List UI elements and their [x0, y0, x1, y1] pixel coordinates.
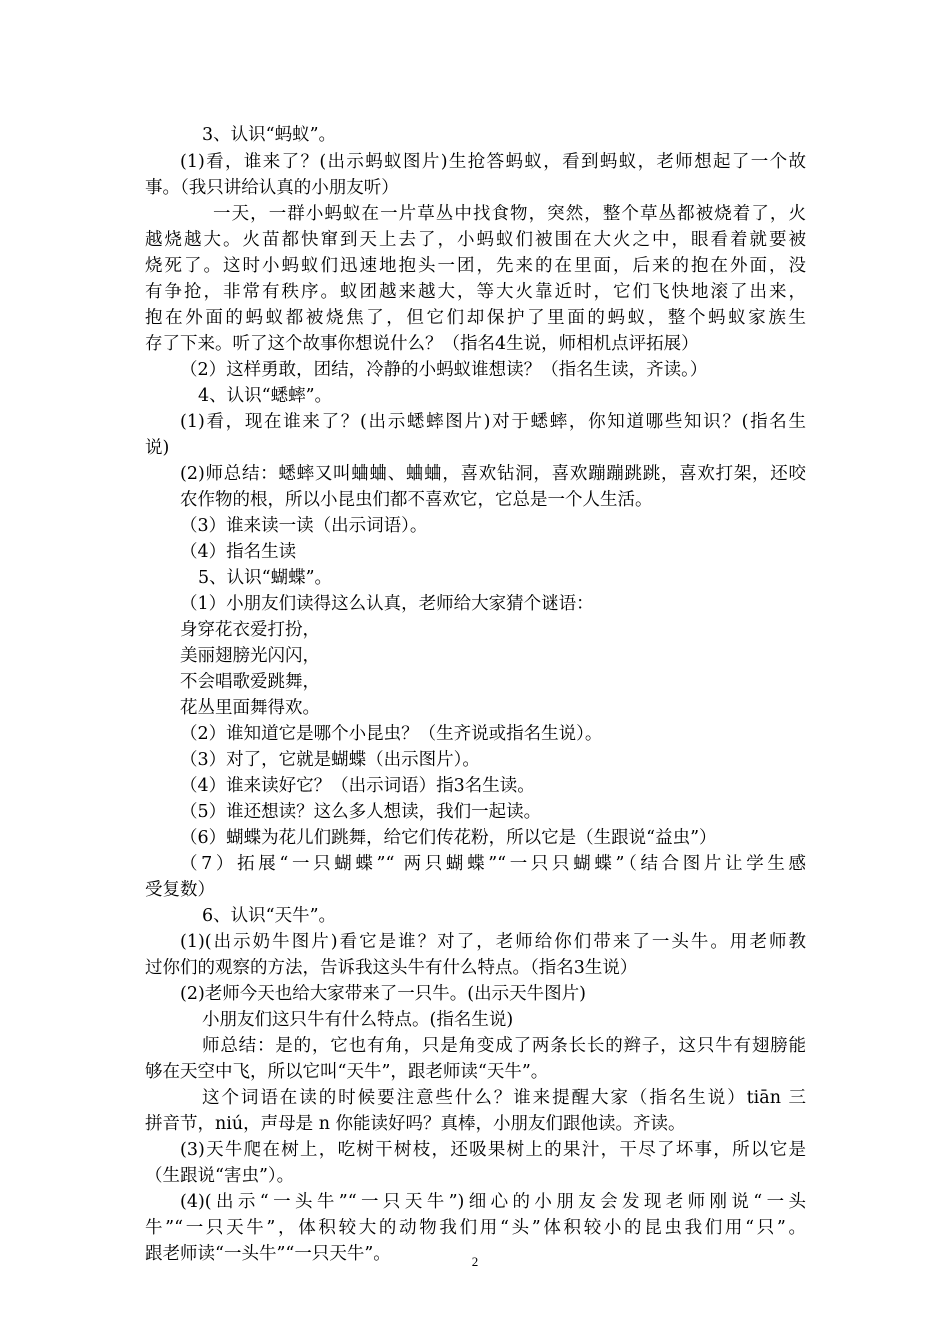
text-line: 牛”“一只天牛”，体积较大的动物我们用“头”体积较小的昆虫我们用“只”。: [145, 1218, 806, 1238]
text-line: 小朋友们这只牛有什么特点。(指名生说): [202, 1010, 514, 1030]
text-line: 存了下来。听了这个故事你想说什么？（指名4生说，师相机点评拓展）: [145, 334, 699, 354]
text-line: (1)看，现在谁来了？(出示蟋蟀图片)对于蟋蟀，你知道哪些知识？(指名生: [180, 412, 806, 432]
text-line: 过你们的观察的方法，告诉我这头牛有什么特点。（指名3生说）: [145, 958, 638, 978]
text-line: （生跟说“害虫”）。: [145, 1166, 295, 1186]
text-line: 3、认识“蚂蚁”。: [202, 125, 337, 145]
text-line: （1）小朋友们读得这么认真，老师给大家猜个谜语：: [180, 594, 594, 614]
text-line: (2)师总结：蟋蟀又叫蛐蛐、蛐蛐，喜欢钻洞，喜欢蹦蹦跳跳，喜欢打架，还咬: [180, 464, 806, 484]
text-line: 烧死了。这时小蚂蚁们迅速地抱头一团，先来的在里面，后来的抱在外面，没: [145, 256, 806, 276]
text-line: 4、认识“蟋蟀”。: [198, 386, 333, 406]
text-line: 抱在外面的蚂蚁都被烧焦了，但它们却保护了里面的蚂蚁，整个蚂蚁家族生: [145, 308, 806, 328]
text-line: （7）拓展“一只蝴蝶”“ 两只蝴蝶”“一只只蝴蝶”（结合图片让学生感: [180, 854, 806, 874]
text-line: 一天，一群小蚂蚁在一片草丛中找食物，突然，整个草丛都被烧着了，火: [213, 204, 806, 224]
text-line: 5、认识“蝴蝶”。: [198, 568, 333, 588]
text-line: 拼音节，niú，声母是 n 你能读好吗？真棒，小朋友们跟他读。齐读。: [145, 1114, 686, 1134]
text-line: 花丛里面舞得欢。: [180, 698, 320, 718]
text-line: （6）蝴蝶为花儿们跳舞，给它们传花粉，所以它是（生跟说“益虫”）: [180, 828, 717, 848]
text-line: (1)(出示奶牛图片)看它是谁？对了，老师给你们带来了一头牛。用老师教: [180, 932, 806, 952]
text-line: 事。（我只讲给认真的小朋友听）: [145, 178, 399, 198]
text-line: （2）这样勇敢，团结，冷静的小蚂蚁谁想读？（指名生读，齐读。）: [180, 360, 708, 380]
text-line: 6、认识“天牛”。: [202, 906, 337, 926]
text-line: 越烧越大。火苗都快窜到天上去了，小蚂蚁们被围在大火之中，眼看着就要被: [145, 230, 806, 250]
text-line: （3）对了，它就是蝴蝶（出示图片）。: [180, 750, 480, 770]
text-line: 身穿花衣爱打扮，: [180, 620, 320, 640]
text-line: 农作物的根，所以小昆虫们都不喜欢它，它总是一个人生活。: [180, 490, 653, 510]
text-line: 师总结：是的，它也有角，只是角变成了两条长长的辫子，这只牛有翅膀能: [202, 1036, 806, 1056]
text-line: (3)天牛爬在树上，吃树干树枝，还吸果树上的果汁，干尽了坏事，所以它是: [180, 1140, 806, 1160]
text-line: （3）谁来读一读（出示词语）。: [180, 516, 428, 536]
text-line: （4）指名生读: [180, 542, 297, 562]
text-line: 够在天空中飞，所以它叫“天牛”，跟老师读“天牛”。: [145, 1062, 549, 1082]
text-line: 不会唱歌爱跳舞，: [180, 672, 320, 692]
text-line: 美丽翅膀光闪闪，: [180, 646, 320, 666]
text-line: 说): [145, 438, 170, 458]
text-line: (1)看，谁来了？(出示蚂蚁图片)生抢答蚂蚁，看到蚂蚁，老师想起了一个故: [180, 152, 806, 172]
text-line: 这个词语在读的时候要注意些什么？谁来提醒大家（指名生说）tiān 三: [202, 1088, 806, 1108]
text-line: （5）谁还想读？这么多人想读，我们一起读。: [180, 802, 542, 822]
page-number: 2: [471, 1254, 479, 1269]
text-line: 跟老师读“一头牛”“一只天牛”。: [145, 1244, 391, 1264]
text-line: （2）谁知道它是哪个小昆虫？（生齐说或指名生说）。: [180, 724, 603, 744]
text-line: (4)(出示“一头牛”“一只天牛”)细心的小朋友会发现老师刚说“一头: [180, 1192, 806, 1212]
text-line: 有争抢，非常有秩序。蚁团越来越大，等大火靠近时，它们飞快地滚了出来，: [145, 282, 806, 302]
text-line: (2)老师今天也给大家带来了一只牛。(出示天牛图片): [180, 984, 586, 1004]
text-line: （4）谁来读好它？（出示词语）指3名生读。: [180, 776, 535, 796]
text-line: 受复数）: [145, 880, 215, 900]
